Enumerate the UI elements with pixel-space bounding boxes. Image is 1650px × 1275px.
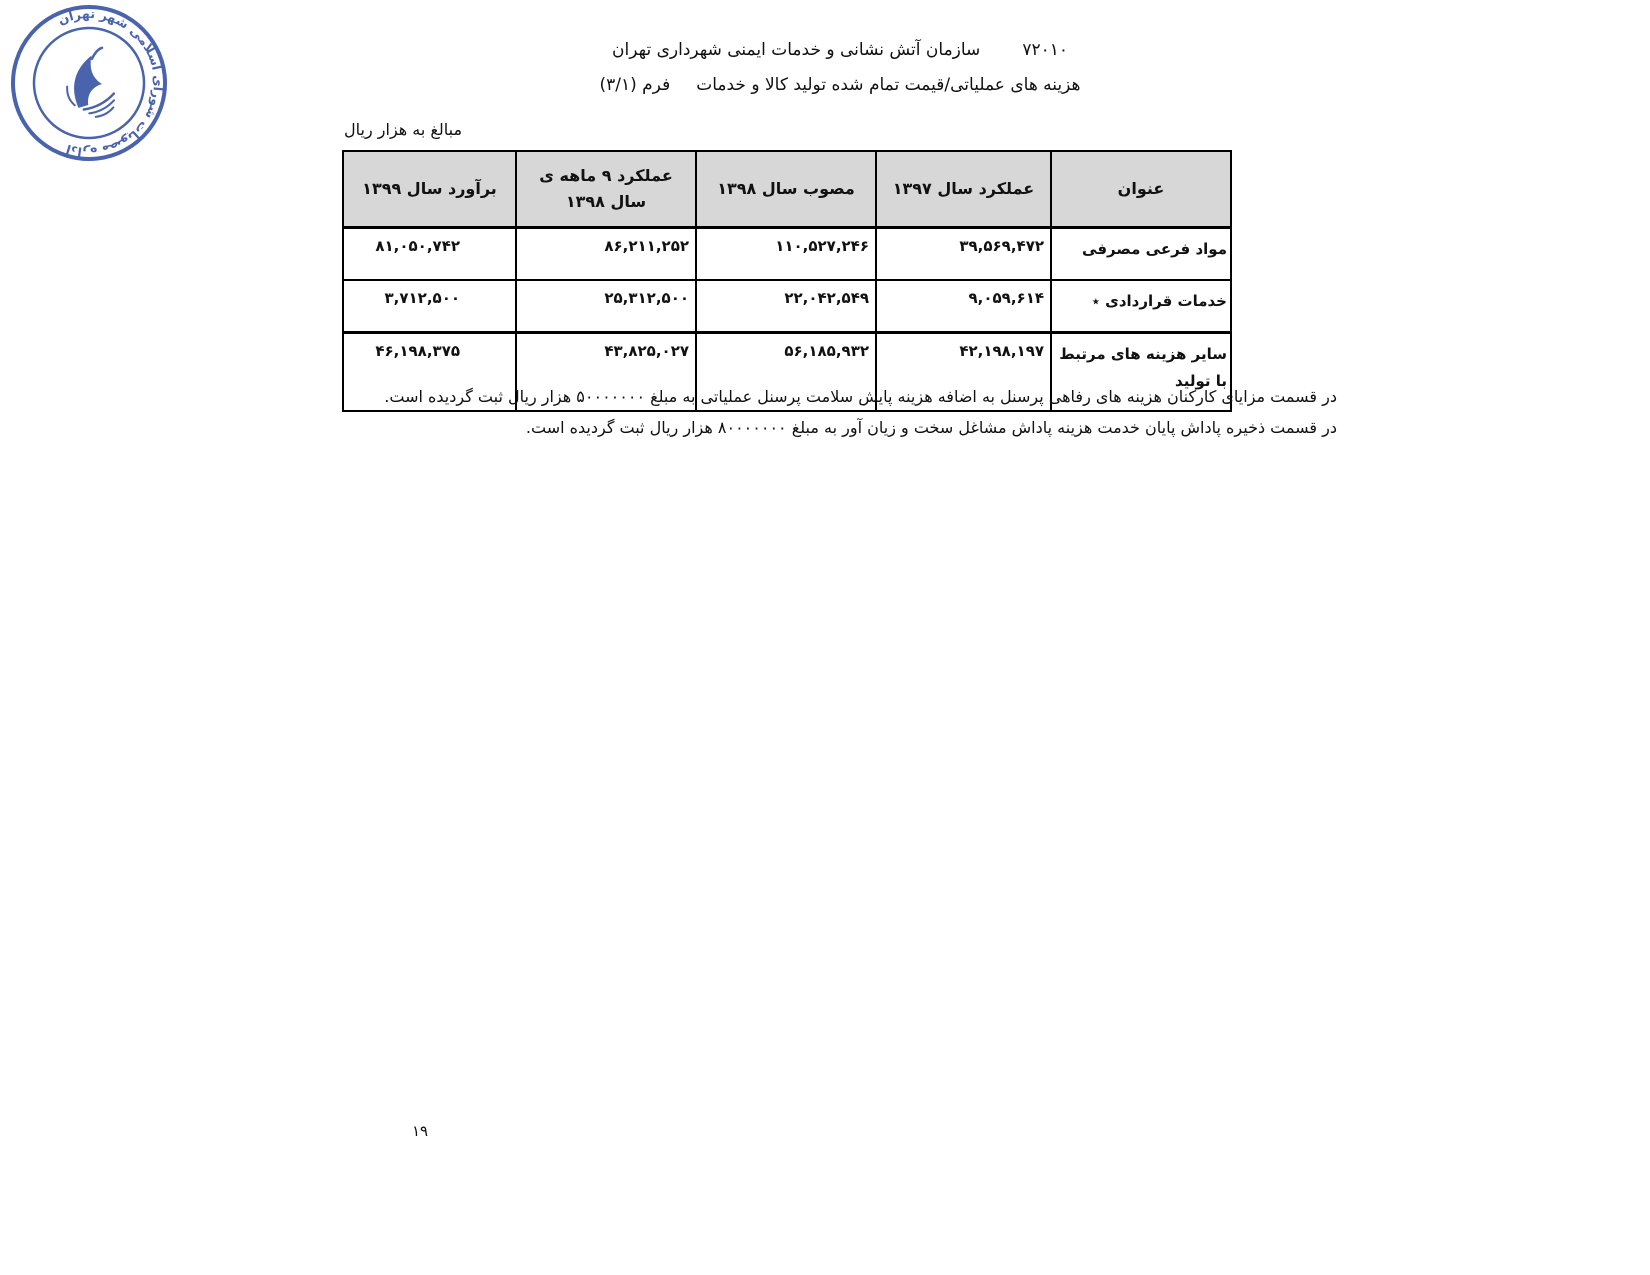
cell-perf-1397: ۳۹,۵۶۹,۴۷۲ [876,228,1051,281]
council-emblem-icon [0,0,201,195]
cell-perf-1397: ۴۲,۱۹۸,۱۹۷ [876,333,1051,412]
cell-perf-9mo-1398: ۸۶,۲۱۱,۲۵۲ [516,228,696,281]
document-header [300,40,1380,95]
form-number: فرم (۳/۱) [599,75,671,95]
document-subtitle: هزینه های عملیاتی/قیمت تمام شده تولید کالا و خدمات [696,75,1081,95]
stamp-bird-icon [55,48,130,126]
footnotes [277,381,1337,443]
col-header-estimate-1399: برآورد سال ۱۳۹۹ [343,151,516,228]
header-row [343,151,1231,228]
cell-approved-1398: ۲۲,۰۴۲,۵۴۹ [696,280,876,333]
page-number: ۱۹ [412,1122,429,1140]
unit-note: مبالغ به هزار ریال [344,120,463,139]
cell-approved-1398: ۵۶,۱۸۵,۹۳۲ [696,333,876,412]
note-line: در قسمت مزایای کارکنان هزینه های رفاهی پرسنل به اضافه هزینه پایش سلامت پرسنل عملیاتی به مبلغ ۵۰۰۰۰۰۰۰ هزار ریال ثبت گردیده است. [384,387,1337,406]
row-title: خدمات قراردادی ٭ [1051,280,1231,333]
cell-perf-9mo-1398: ۲۵,۳۱۲,۵۰۰ [516,280,696,333]
cell-estimate-1399: ۸۱,۰۵۰,۷۴۲ [343,228,516,281]
col-header-perf-1397: عملکرد سال ۱۳۹۷ [876,151,1051,228]
col-header-title: عنوان [1051,151,1231,228]
col-header-perf-9mo-1398: عملکرد ۹ ماهه ی سال ۱۳۹۸ [516,151,696,228]
table-row [343,228,1231,281]
row-title: مواد فرعی مصرفی [1051,228,1231,281]
council-stamp-seal [6,0,172,166]
svg-text:اداره مصوبات شورای اسلامی شهر [3,0,193,178]
row-title: سایر هزینه های مرتبط با تولید [1051,333,1231,412]
cell-estimate-1399: ۴۶,۱۹۸,۳۷۵ [343,333,516,412]
note-line: در قسمت ذخیره پاداش پایان خدمت هزینه پاداش مشاغل سخت و زیان آور به مبلغ ۸۰۰۰۰۰۰۰ هزار ریال ثبت گردیده است. [525,418,1337,437]
cell-estimate-1399: ۳,۷۱۲,۵۰۰ [343,280,516,333]
cost-table-container [342,150,1232,412]
org-code: ۷۲۰۱۰ [1022,40,1068,60]
cost-table [342,150,1232,412]
table-row [343,280,1231,333]
org-title: سازمان آتش نشانی و خدمات ایمنی شهرداری تهران [612,40,981,60]
cell-perf-9mo-1398: ۴۳,۸۲۵,۰۲۷ [516,333,696,412]
stamp-ring-text: اداره مصوبات شورای اسلامی شهر تهران [55,5,167,161]
cell-perf-1397: ۹,۰۵۹,۶۱۴ [876,280,1051,333]
col-header-approved-1398: مصوب سال ۱۳۹۸ [696,151,876,228]
cell-approved-1398: ۱۱۰,۵۲۷,۲۴۶ [696,228,876,281]
